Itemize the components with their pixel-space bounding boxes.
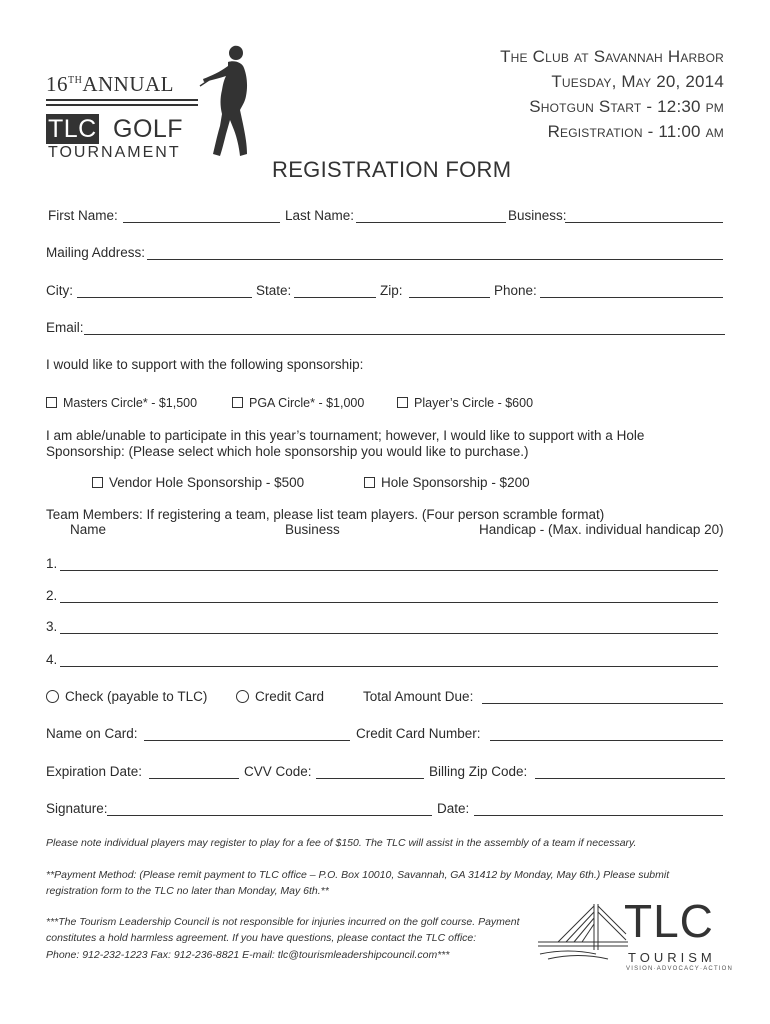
phone-label: Phone:	[494, 283, 537, 298]
team-row-4-field[interactable]	[60, 666, 718, 667]
state-field[interactable]	[294, 297, 376, 298]
checkbox-icon[interactable]	[364, 477, 375, 488]
note-liability-2: constitutes a hold harmless agreement. If you have questions, please contact the TLC office:	[46, 932, 477, 944]
team-row-2-field[interactable]	[60, 602, 718, 603]
note-liability-1: ***The Tourism Leadership Council is not responsible for injuries incurred on the golf course. Payment	[46, 916, 520, 928]
golfer-silhouette-icon	[196, 44, 276, 164]
zip-field[interactable]	[409, 297, 490, 298]
annual-word: ANNUAL	[82, 72, 174, 96]
mailing-address-label: Mailing Address:	[46, 245, 146, 260]
card-number-field[interactable]	[490, 740, 723, 741]
signature-field[interactable]	[107, 815, 432, 816]
team-col-name: Name	[70, 522, 107, 537]
annual-label	[46, 72, 174, 97]
shotgun-start: Shotgun Start - 12:30 pm	[529, 97, 724, 116]
team-row-number: 4.	[46, 652, 58, 667]
last-name-field[interactable]	[356, 222, 506, 223]
annual-number: 16	[46, 72, 68, 96]
state-label: State:	[256, 283, 292, 298]
option-label: Check (payable to TLC)	[65, 689, 208, 704]
venue: The Club at Savannah Harbor	[500, 47, 724, 66]
team-row-3-field[interactable]	[60, 633, 718, 634]
team-row-number: 1.	[46, 556, 58, 571]
last-name-label: Last Name:	[285, 208, 355, 223]
checkbox-icon[interactable]	[46, 397, 57, 408]
payment-credit-option[interactable]	[236, 689, 324, 705]
option-label: Vendor Hole Sponsorship - $500	[109, 475, 305, 490]
total-amount-label: Total Amount Due:	[363, 689, 474, 704]
bridge-icon	[538, 902, 628, 962]
tournament-text: TOURNAMENT	[48, 144, 181, 161]
expiration-label: Expiration Date:	[46, 764, 143, 779]
checkbox-icon[interactable]	[397, 397, 408, 408]
team-col-handicap: Handicap - (Max. individual handicap 20)	[479, 522, 724, 537]
card-number-label: Credit Card Number:	[356, 726, 481, 741]
radio-icon[interactable]	[236, 690, 249, 703]
first-name-label: First Name:	[48, 208, 118, 223]
hole-sponsorship-text-2: Sponsorship: (Please select which hole sponsorship you would like to purchase.)	[46, 444, 529, 459]
sponsorship-option-players[interactable]	[397, 395, 533, 411]
email-field[interactable]	[84, 334, 725, 335]
checkbox-icon[interactable]	[232, 397, 243, 408]
tlc-logo-text: TLC	[624, 895, 714, 947]
name-on-card-label: Name on Card:	[46, 726, 138, 741]
sponsorship-option-pga[interactable]	[232, 395, 364, 411]
checkbox-icon[interactable]	[92, 477, 103, 488]
option-label: Player’s Circle - $600	[414, 396, 534, 410]
billing-zip-field[interactable]	[535, 778, 725, 779]
radio-icon[interactable]	[46, 690, 59, 703]
logo-rule-2	[46, 104, 198, 106]
city-field[interactable]	[77, 297, 252, 298]
sponsorship-intro: I would like to support with the following sponsorship:	[46, 357, 364, 372]
note-individual-fee: Please note individual players may register to play for a fee of $150. The TLC will assist in the assembly of a team if necessary.	[46, 837, 637, 849]
zip-label: Zip:	[380, 283, 403, 298]
cvv-label: CVV Code:	[244, 764, 312, 779]
note-payment-method-2: registration form to the TLC no later than Monday, May 6th.**	[46, 885, 329, 897]
event-date: Tuesday, May 20, 2014	[551, 72, 724, 91]
team-intro: Team Members: If registering a team, please list team players. (Four person scramble format)	[46, 507, 605, 522]
form-title: REGISTRATION FORM	[272, 157, 512, 182]
signature-label: Signature:	[46, 801, 108, 816]
option-label: Credit Card	[255, 689, 325, 704]
annual-superscript: TH	[68, 75, 83, 86]
cvv-field[interactable]	[316, 778, 424, 779]
logo-tagline: VISION·ADVOCACY·ACTION	[626, 966, 734, 972]
total-amount-field[interactable]	[482, 703, 723, 704]
golf-text: GOLF	[113, 115, 184, 143]
billing-zip-label: Billing Zip Code:	[429, 764, 528, 779]
hole-option-standard[interactable]	[364, 475, 530, 491]
date-label: Date:	[437, 801, 470, 816]
hole-option-vendor[interactable]	[92, 475, 304, 491]
team-row-number: 2.	[46, 588, 58, 603]
tourism-logo-text: TOURISM	[628, 950, 716, 965]
email-label: Email:	[46, 320, 84, 335]
option-label: PGA Circle* - $1,000	[249, 396, 365, 410]
registration-time: Registration - 11:00 am	[547, 122, 724, 141]
name-on-card-field[interactable]	[144, 740, 350, 741]
team-row-number: 3.	[46, 619, 58, 634]
team-col-business: Business	[285, 522, 340, 537]
expiration-field[interactable]	[149, 778, 239, 779]
city-label: City:	[46, 283, 73, 298]
tlc-block: TLC	[48, 115, 97, 143]
option-label: Hole Sponsorship - $200	[381, 475, 530, 490]
sponsorship-option-masters[interactable]	[46, 395, 197, 411]
option-label: Masters Circle* - $1,500	[63, 396, 198, 410]
payment-check-option[interactable]	[46, 689, 207, 705]
event-details	[500, 44, 724, 144]
note-payment-method-1: **Payment Method: (Please remit payment to TLC office – P.O. Box 10010, Savannah, GA 31412 by Monday, May 6th.) Please submit	[46, 869, 670, 881]
business-label: Business:	[508, 208, 567, 223]
mailing-address-field[interactable]	[147, 259, 723, 260]
tlc-tourism-logo	[538, 895, 734, 978]
first-name-field[interactable]	[123, 222, 280, 223]
note-contact: Phone: 912-232-1223 Fax: 912-236-8821 E-mail: tlc@tourismleadershipcouncil.com***	[46, 949, 450, 961]
logo-rule-1	[46, 99, 198, 101]
date-field[interactable]	[474, 815, 723, 816]
business-field[interactable]	[565, 222, 723, 223]
phone-field[interactable]	[540, 297, 723, 298]
team-row-1-field[interactable]	[60, 570, 718, 571]
hole-sponsorship-text-1: I am able/unable to participate in this year’s tournament; however, I would like to support with a Hole	[46, 428, 645, 443]
